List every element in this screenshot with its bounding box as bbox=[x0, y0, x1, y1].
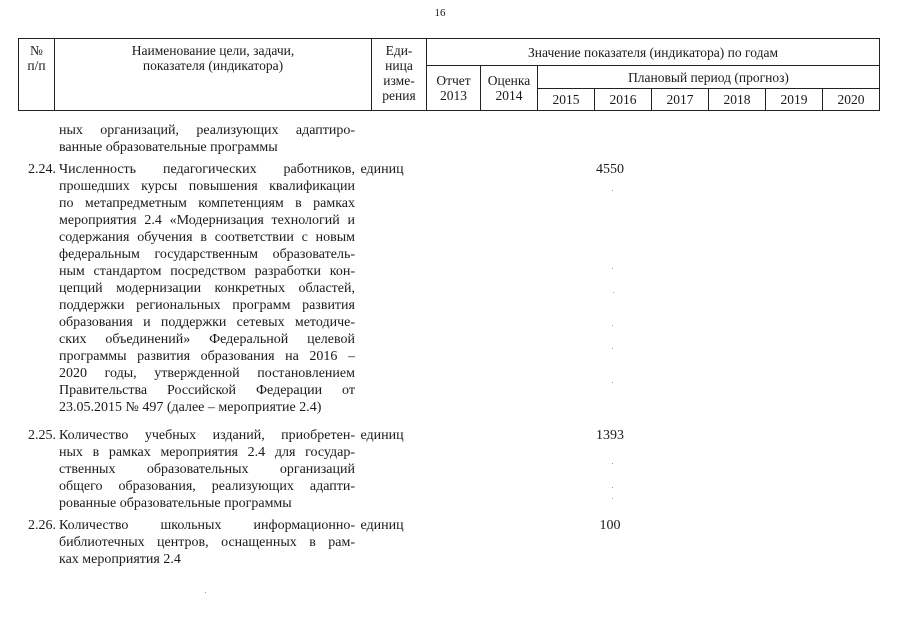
scan-speck bbox=[612, 487, 613, 488]
description-line: рованные образовательные программы bbox=[59, 496, 292, 511]
header-year-2017: 2017 bbox=[652, 89, 709, 111]
header-unit-line: ница bbox=[385, 58, 413, 73]
scan-speck bbox=[613, 292, 614, 293]
header-estimate-cell bbox=[481, 66, 538, 111]
header-name-cell bbox=[55, 39, 372, 111]
description-line: ственных образовательных организаций bbox=[59, 462, 355, 477]
row-unit: единиц bbox=[360, 518, 404, 533]
row-number: 2.26. bbox=[28, 518, 56, 533]
description-line: ских объединений» Федеральной целевой bbox=[59, 332, 355, 347]
header-number-sublabel: п/п bbox=[27, 58, 46, 73]
description-line: Количество учебных изданий, приобретен- bbox=[59, 428, 355, 443]
description-line: содержания обучения в соответствии с новым bbox=[59, 230, 355, 245]
description-line: по метапредметным компетенциям в рамках bbox=[59, 196, 355, 211]
description-line: 23.05.2015 № 497 (далее – мероприятие 2.4) bbox=[59, 400, 322, 415]
header-report-label: Отчет bbox=[436, 73, 471, 88]
description-line: программы развития образования на 2016 – bbox=[59, 349, 355, 364]
header-unit-line: изме- bbox=[383, 73, 415, 88]
description-line: ках мероприятия 2.4 bbox=[59, 552, 181, 567]
row-value-2016: 100 bbox=[599, 518, 621, 533]
description-line: Численность педагогических работников, bbox=[59, 162, 355, 177]
header-report-cell bbox=[427, 66, 481, 111]
description-line: Правительства Российской Федерации от bbox=[59, 383, 355, 398]
header-name-line2: показателя (индикатора) bbox=[142, 58, 284, 73]
description-line: образования и поддержки сетевых методиче- bbox=[59, 315, 355, 330]
header-values-title: Значение показателя (индикатора) по годам bbox=[427, 39, 880, 66]
scan-speck bbox=[612, 348, 613, 349]
description-line: ванные образовательные программы bbox=[59, 140, 278, 155]
row-value-2016: 4550 bbox=[596, 162, 624, 177]
continuation-text bbox=[59, 122, 355, 156]
header-unit-line: рения bbox=[382, 88, 416, 103]
description-line: прошедших курсы повышения квалификации bbox=[59, 179, 355, 194]
row-description bbox=[59, 161, 355, 416]
header-plan-title: Плановый период (прогноз) bbox=[538, 66, 880, 89]
header-number-label: № bbox=[30, 43, 43, 58]
scan-speck bbox=[612, 498, 613, 499]
description-line: ным стандартом посредством разработки кон- bbox=[59, 264, 355, 279]
header-number-cell bbox=[19, 39, 55, 111]
header-year-2018: 2018 bbox=[709, 89, 766, 111]
row-description bbox=[59, 517, 355, 568]
indicator-table-header bbox=[18, 38, 880, 111]
page-number: 16 bbox=[434, 7, 446, 19]
header-estimate-year: 2014 bbox=[495, 88, 523, 103]
header-name-line1: Наименование цели, задачи, bbox=[131, 43, 295, 58]
description-line: ных организаций, реализующих адаптиро- bbox=[59, 123, 355, 138]
description-line: поддержки региональных программ развития bbox=[59, 298, 355, 313]
scan-speck bbox=[612, 268, 613, 269]
header-unit-line: Еди- bbox=[385, 43, 413, 58]
row-value-2016: 1393 bbox=[596, 428, 624, 443]
header-report-year: 2013 bbox=[440, 88, 467, 103]
header-year-2015: 2015 bbox=[538, 89, 595, 111]
header-year-2019: 2019 bbox=[766, 89, 823, 111]
scan-speck bbox=[612, 325, 613, 326]
description-line: ных в рамках мероприятия 2.4 для государ- bbox=[59, 445, 355, 460]
description-line: Количество школьных информационно- bbox=[59, 518, 355, 533]
header-unit-cell bbox=[372, 39, 427, 111]
row-number: 2.24. bbox=[28, 162, 56, 177]
scan-speck bbox=[612, 190, 613, 191]
header-year-2016: 2016 bbox=[595, 89, 652, 111]
row-unit: единиц bbox=[360, 162, 404, 177]
description-line: библиотечных центров, оснащенных в рам- bbox=[59, 535, 355, 550]
header-year-2020: 2020 bbox=[823, 89, 880, 111]
description-line: цепций модернизации конкретных областей, bbox=[59, 281, 355, 296]
description-line: общего образования, реализующих адапти- bbox=[59, 479, 355, 494]
scan-speck bbox=[612, 382, 613, 383]
description-line: федеральным государственным образователь- bbox=[59, 247, 355, 262]
description-line: 2020 годы, утвержденной постановлением bbox=[59, 366, 355, 381]
row-number: 2.25. bbox=[28, 428, 56, 443]
scan-speck bbox=[205, 592, 206, 593]
scan-speck bbox=[612, 463, 613, 464]
header-estimate-label: Оценка bbox=[487, 73, 531, 88]
row-description bbox=[59, 427, 355, 512]
row-unit: единиц bbox=[360, 428, 404, 443]
description-line: мероприятия 2.4 «Модернизация технологий и bbox=[59, 213, 355, 228]
